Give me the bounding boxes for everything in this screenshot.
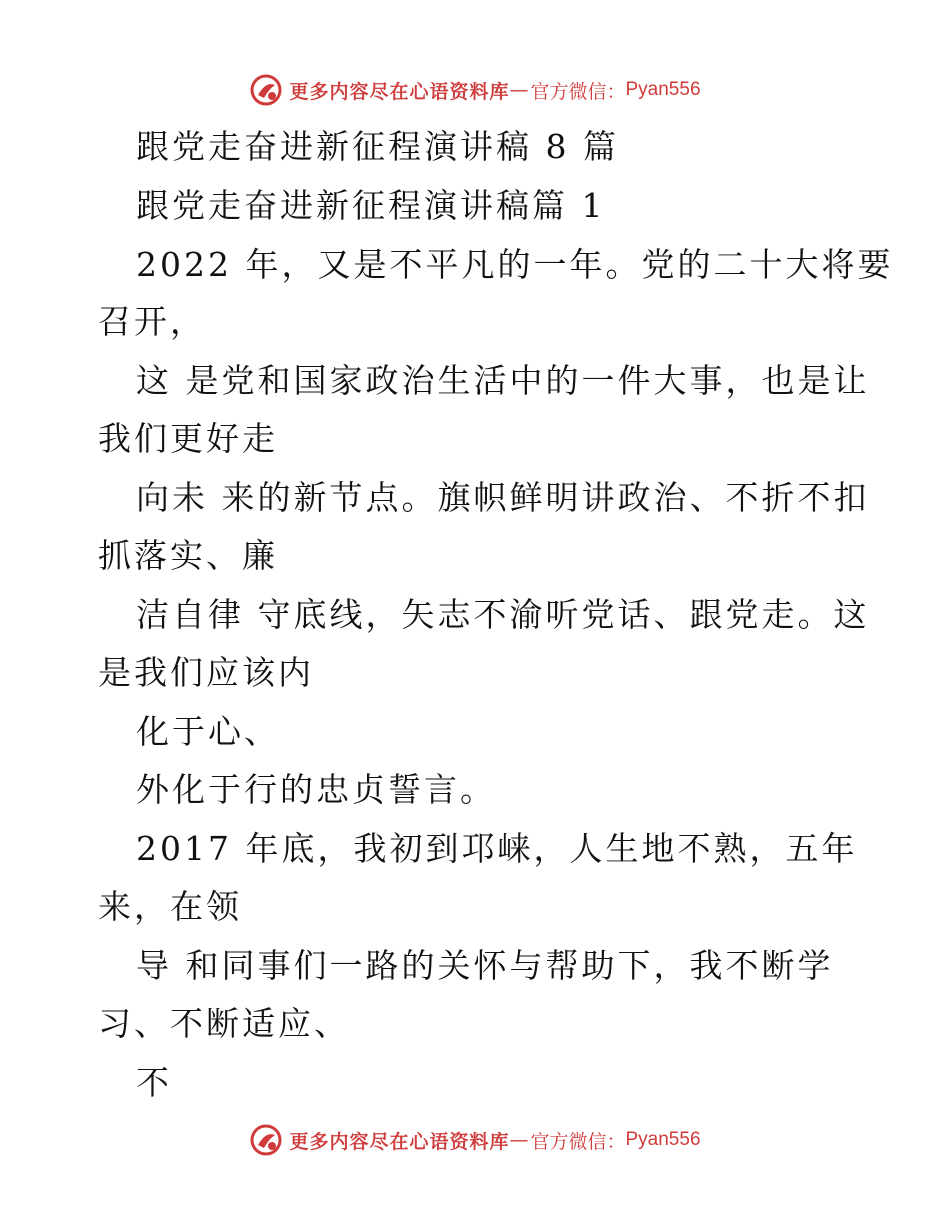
library-logo-icon — [249, 1123, 283, 1157]
banner-official-label: 官方微信： — [530, 1130, 626, 1153]
paragraph-line: 向未 来的新节点。旗帜鲜明讲政治、不折不扣 — [136, 478, 870, 517]
document-title: 跟党走奋进新征程演讲稿 8 篇 — [136, 127, 619, 166]
paragraph-line: 我们更好走 — [98, 419, 278, 458]
paragraph-line: 2022 年，又是不平凡的一年。党的二十大将要 — [136, 245, 894, 284]
paragraph-line: 洁自律 守底线，矢志不渝听党话、跟党走。这 — [136, 595, 870, 634]
header-banner — [0, 70, 950, 110]
banner-text: 更多内容尽在心语资料库 — [289, 80, 510, 103]
footer-banner — [0, 1120, 950, 1160]
paragraph-line: 导 和同事们一路的关怀与帮助下，我不断学 — [136, 946, 834, 985]
banner-official-label: 官方微信： — [530, 80, 626, 103]
paragraph-line: 这 是党和国家政治生活中的一件大事，也是让 — [136, 361, 870, 400]
section-heading: 跟党走奋进新征程演讲稿篇 1 — [136, 186, 606, 225]
paragraph-line: 习、不断适应、 — [98, 1004, 350, 1043]
banner-separator: — — [509, 1129, 529, 1151]
paragraph-line: 2017 年底，我初到邛崃，人生地不熟，五年 — [136, 829, 858, 868]
paragraph-line: 是我们应该内 — [98, 653, 314, 692]
paragraph-line: 来，在领 — [98, 887, 242, 926]
banner-text: 更多内容尽在心语资料库 — [289, 1130, 510, 1153]
library-logo-icon — [249, 73, 283, 107]
banner-separator: — — [509, 79, 529, 101]
paragraph-line: 召开， — [98, 302, 206, 341]
paragraph-line: 不 — [136, 1063, 172, 1102]
paragraph-line: 抓落实、廉 — [98, 536, 278, 575]
banner-wechat-id: Pyan556 — [625, 1129, 701, 1150]
banner-wechat-id: Pyan556 — [625, 79, 701, 100]
paragraph-line: 化于心、 — [136, 712, 280, 751]
paragraph-line: 外化于行的忠贞誓言。 — [136, 770, 496, 809]
